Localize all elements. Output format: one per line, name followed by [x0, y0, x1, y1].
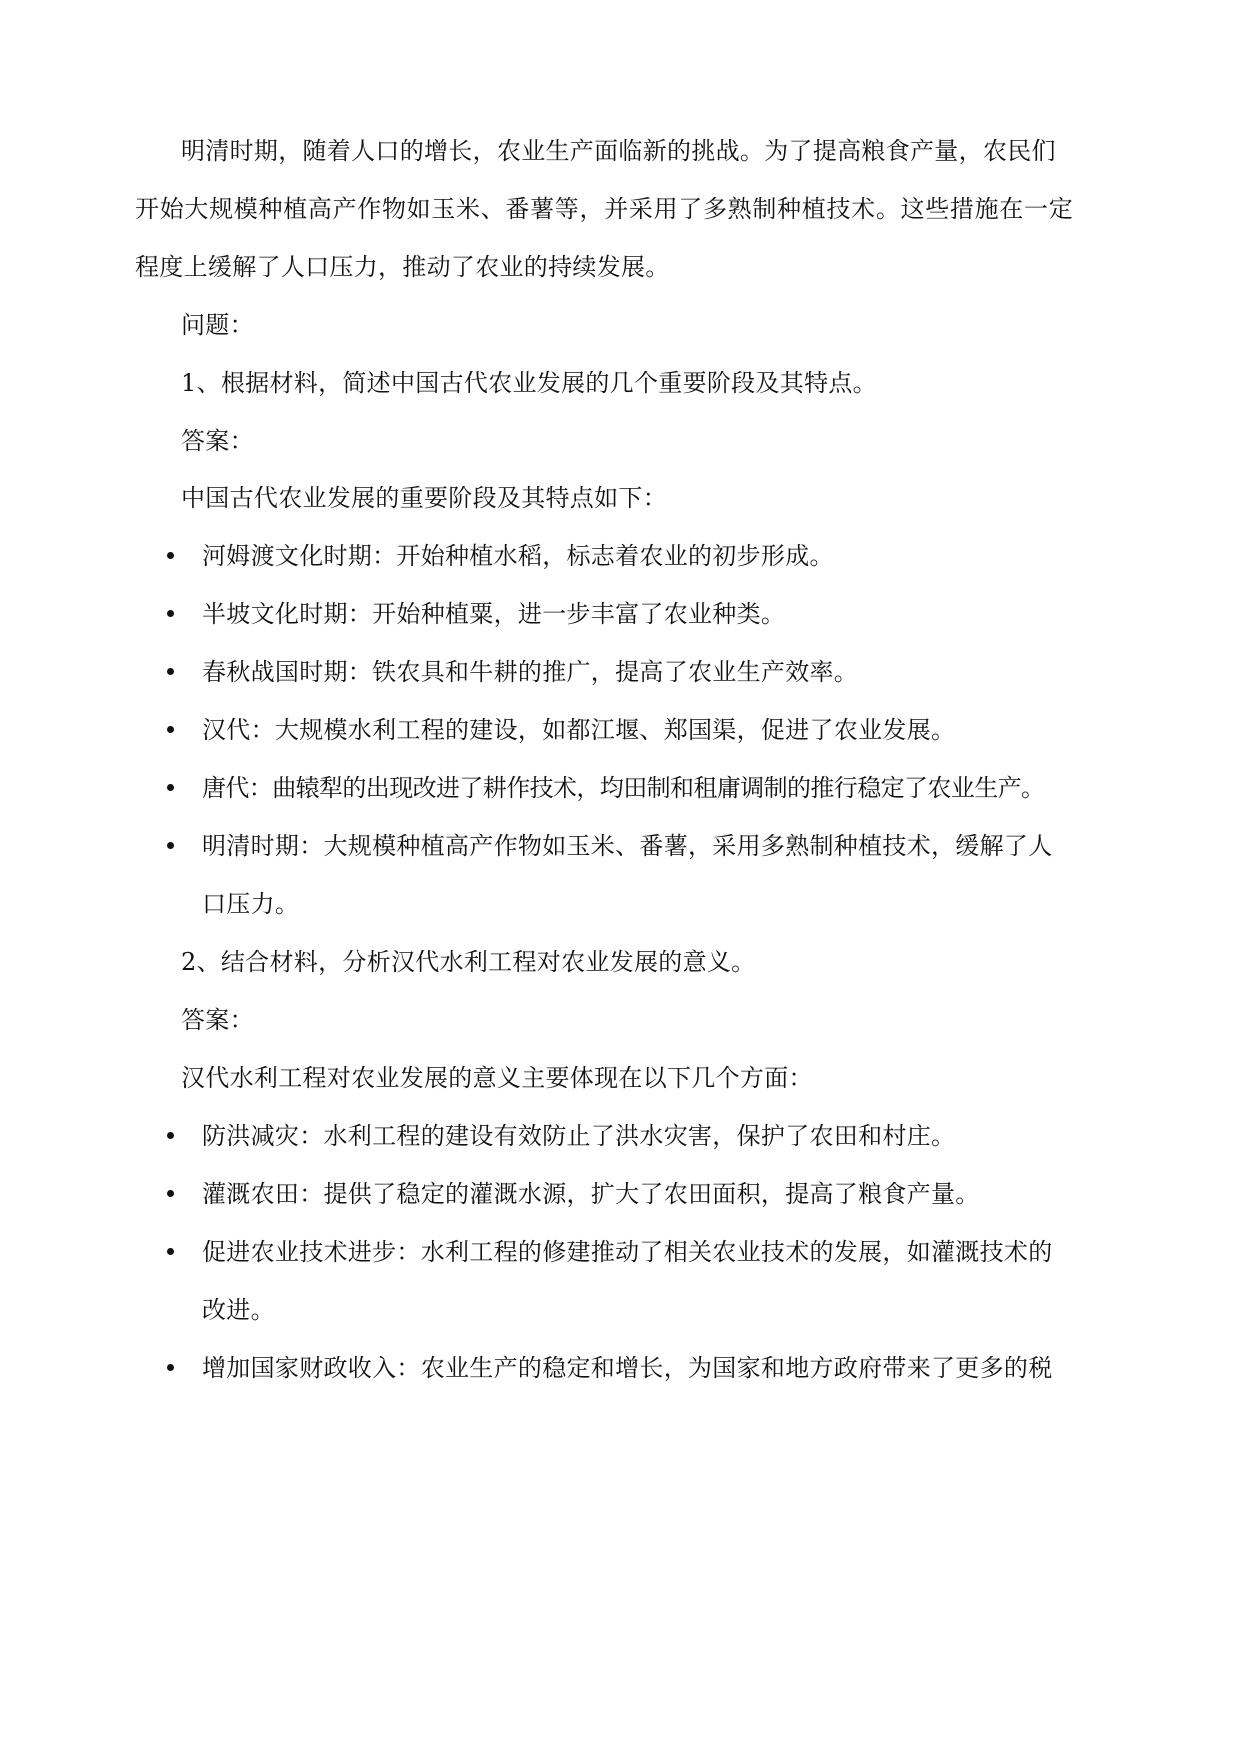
bullet-icon	[167, 610, 174, 617]
answer-1-item-2: 半坡文化时期：开始种植粟，进一步丰富了农业种类。	[202, 600, 786, 628]
answer-2-item-3-continued: 改进。	[202, 1296, 275, 1324]
bullet-icon	[167, 1190, 174, 1197]
bullet-icon	[167, 1364, 174, 1371]
answer-2-label: 答案：	[181, 1006, 254, 1034]
intro-line-3: 程度上缓解了人口压力，推动了农业的持续发展。	[135, 253, 670, 281]
bullet-icon	[167, 668, 174, 675]
answer-1-item-4: 汉代：大规模水利工程的建设，如都江堰、郑国渠，促进了农业发展。	[202, 716, 956, 744]
answer-1-item-6-continued: 口压力。	[202, 890, 300, 918]
bullet-icon	[167, 1248, 174, 1255]
bullet-icon	[167, 1132, 174, 1139]
answer-1-item-5: 唐代：曲辕犁的出现改进了耕作技术，均田制和租庸调制的推行稳定了农业生产。	[202, 774, 1045, 802]
answer-1-item-3: 春秋战国时期：铁农具和牛耕的推广，提高了农业生产效率。	[202, 658, 859, 686]
answer-2-item-3: 促进农业技术进步：水利工程的修建推动了相关农业技术的发展，如灌溉技术的	[202, 1238, 1053, 1266]
bullet-icon	[167, 842, 174, 849]
answer-1-label: 答案：	[181, 427, 254, 455]
bullet-icon	[167, 784, 174, 791]
answer-2-item-2: 灌溉农田：提供了稳定的灌溉水源，扩大了农田面积，提高了粮食产量。	[202, 1180, 980, 1208]
answer-1-intro: 中国古代农业发展的重要阶段及其特点如下：	[181, 484, 667, 512]
bullet-icon	[167, 552, 174, 559]
answer-1-item-1: 河姆渡文化时期：开始种植水稻，标志着农业的初步形成。	[202, 542, 834, 570]
intro-line-1: 明清时期，随着人口的增长，农业生产面临新的挑战。为了提高粮食产量，农民们	[181, 137, 1056, 165]
answer-1-item-6: 明清时期：大规模种植高产作物如玉米、番薯，采用多熟制种植技术，缓解了人	[202, 832, 1053, 860]
questions-heading: 问题：	[181, 311, 254, 339]
question-1: 1、根据材料，简述中国古代农业发展的几个重要阶段及其特点。	[181, 369, 877, 397]
intro-line-2: 开始大规模种植高产作物如玉米、番薯等，并采用了多熟制种植技术。这些措施在一定	[135, 195, 1073, 223]
answer-2-item-1: 防洪减灾：水利工程的建设有效防止了洪水灾害，保护了农田和村庄。	[202, 1122, 956, 1150]
bullet-icon	[167, 726, 174, 733]
answer-2-intro: 汉代水利工程对农业发展的意义主要体现在以下几个方面：	[181, 1064, 813, 1092]
question-2: 2、结合材料，分析汉代水利工程对农业发展的意义。	[181, 948, 756, 976]
answer-2-item-4: 增加国家财政收入：农业生产的稳定和增长，为国家和地方政府带来了更多的税	[202, 1354, 1053, 1382]
